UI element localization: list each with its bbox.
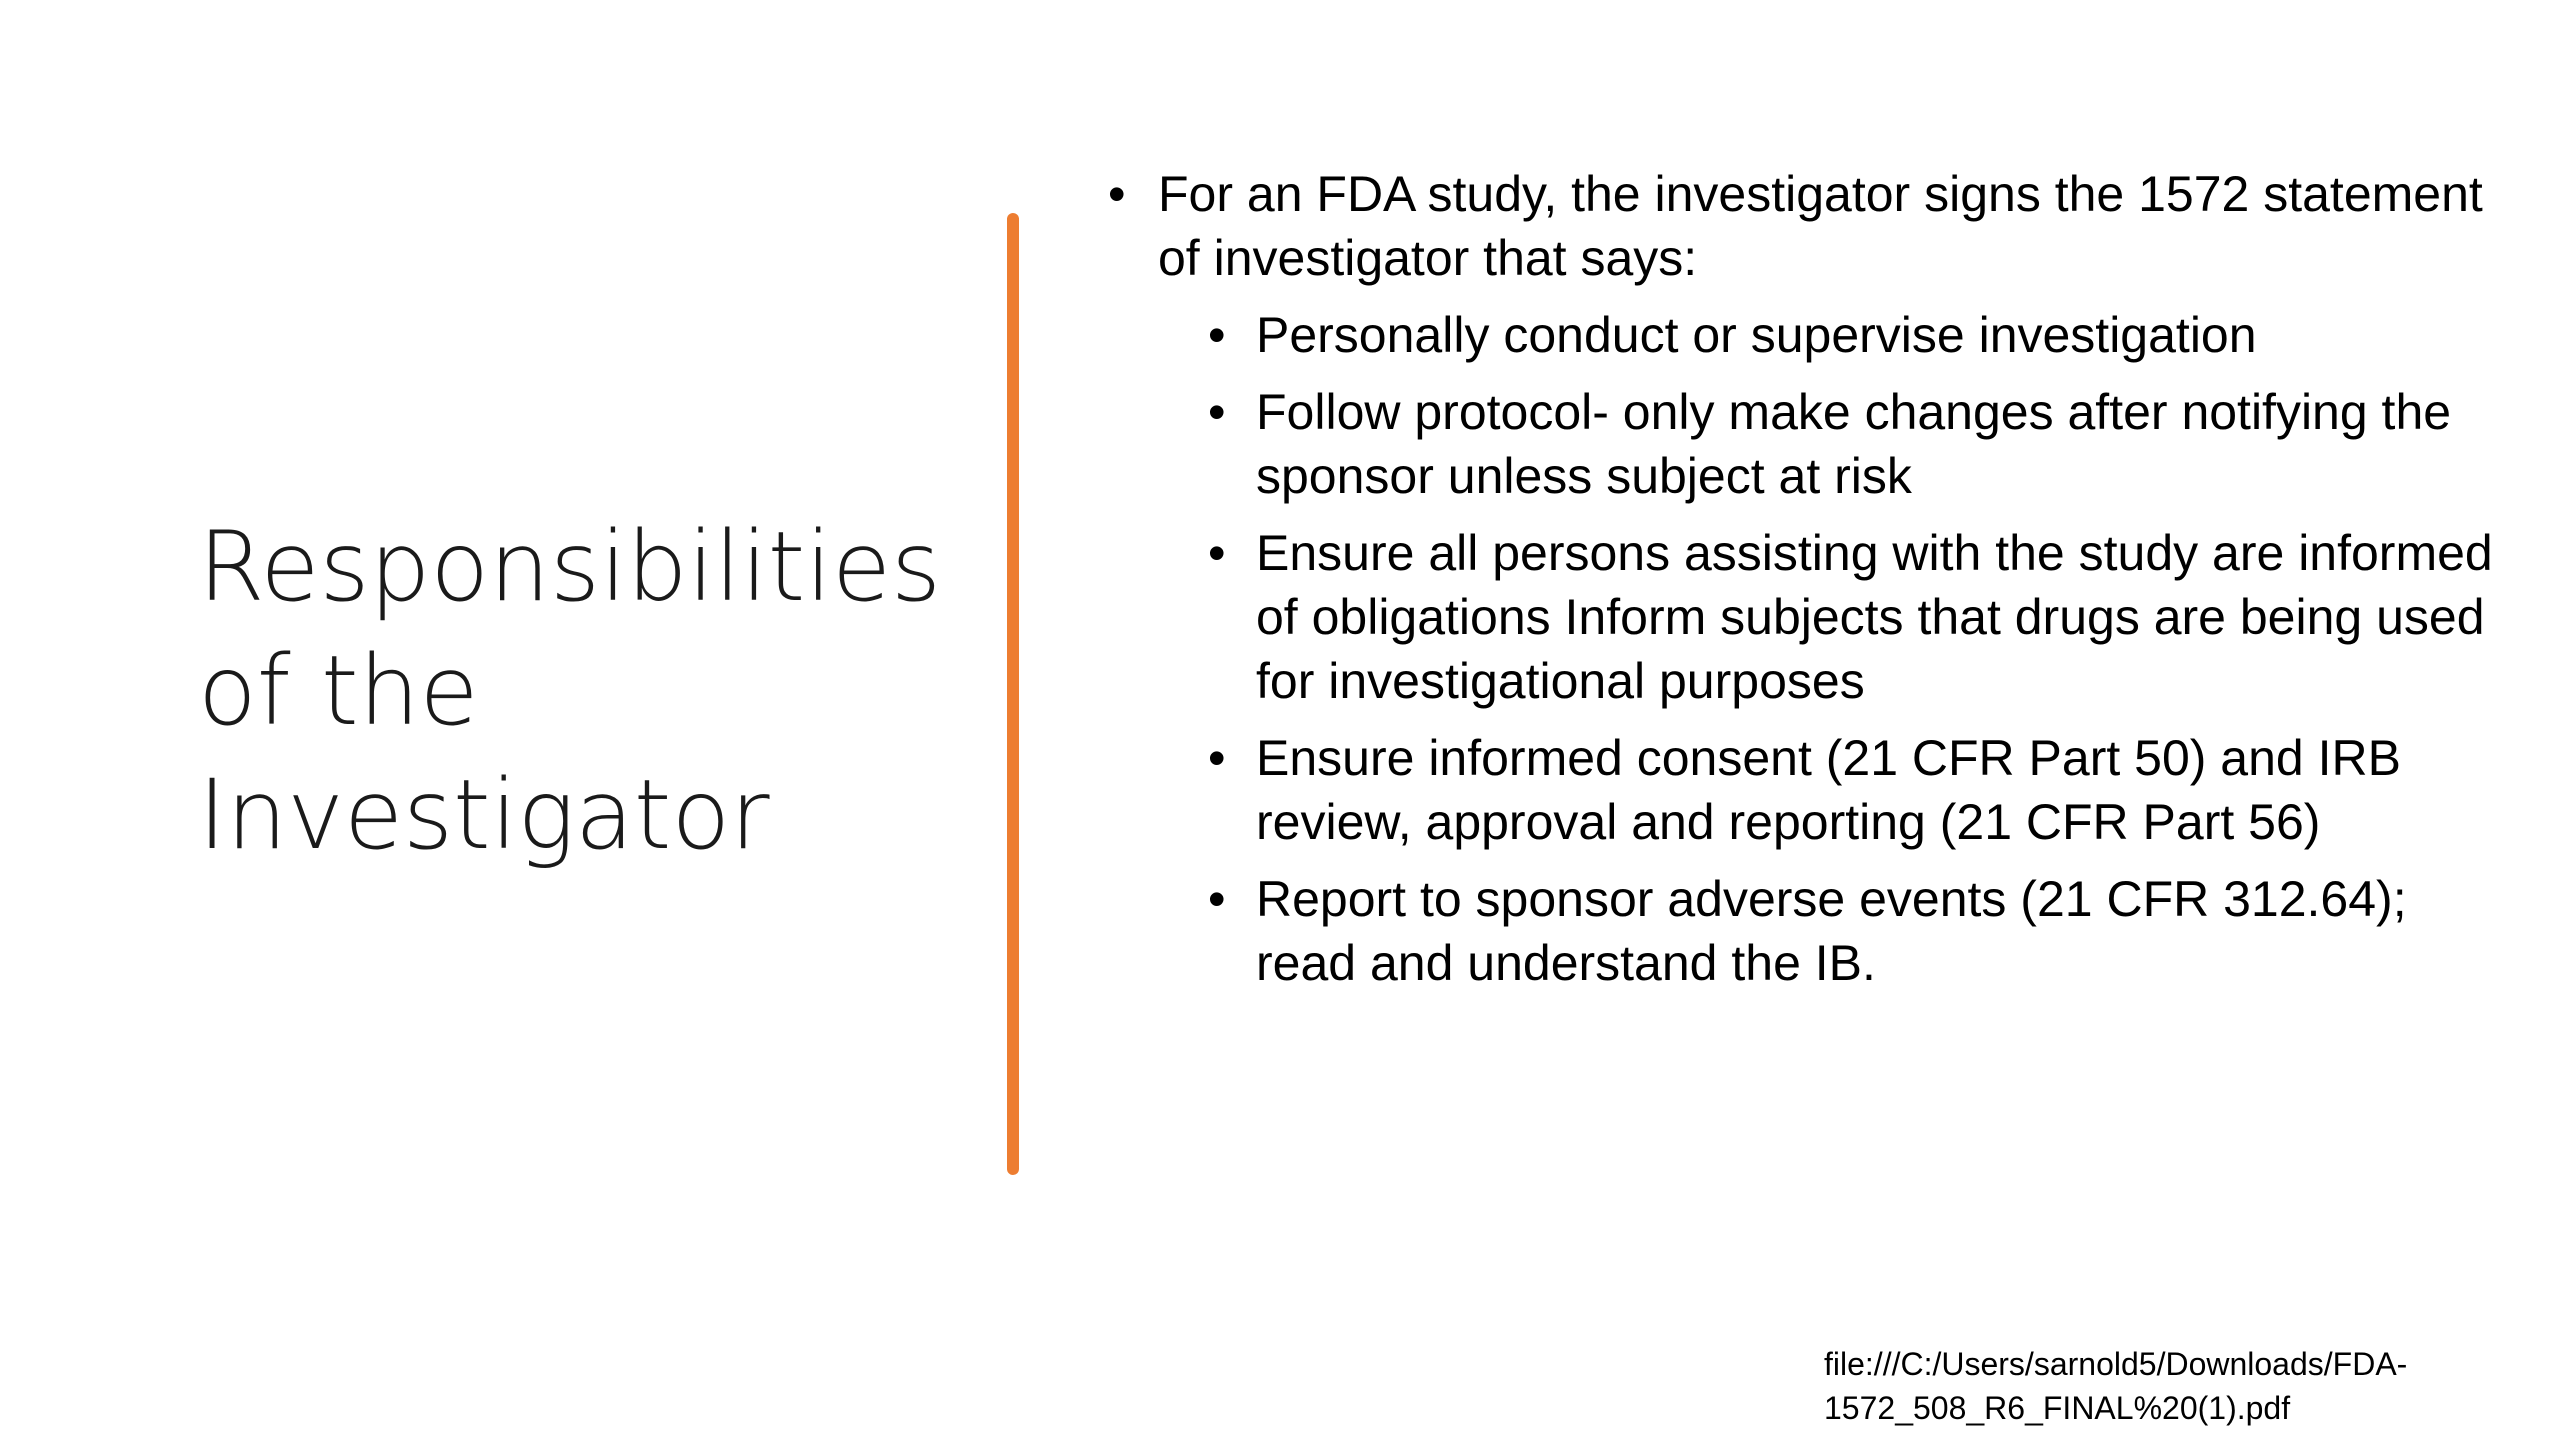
bullet-item-main — [1100, 162, 2500, 995]
sub-bullet-item — [1198, 726, 2500, 854]
bullet-icon: • — [1208, 384, 1226, 440]
sub-bullet-text: Report to sponsor adverse events (21 CFR 312.64); read and understand the IB. — [1256, 871, 2407, 991]
sub-bullet-item — [1198, 303, 2500, 367]
bullet-icon: • — [1108, 166, 1126, 222]
bullet-icon: • — [1208, 871, 1226, 927]
sub-bullet-text: Ensure all persons assisting with the study are informed of obligations Inform subjects that drugs are being used for investigational purposes — [1256, 525, 2493, 709]
slide-title-line: Investigator — [198, 759, 770, 871]
bullet-icon: • — [1208, 525, 1226, 581]
bullet-icon: • — [1208, 730, 1226, 786]
slide-title-line: of the — [198, 635, 479, 747]
sub-bullet-item — [1198, 521, 2500, 713]
bullet-icon: • — [1208, 307, 1226, 363]
accent-divider — [1007, 213, 1019, 1175]
bullet-list — [1100, 162, 2500, 995]
bullet-text: For an FDA study, the investigator signs the 1572 statement of investigator that says: — [1158, 166, 2483, 286]
sub-bullet-list — [1198, 303, 2500, 995]
slide-title — [198, 505, 978, 877]
sub-bullet-item — [1198, 380, 2500, 508]
slide-body — [1100, 162, 2500, 1008]
slide-title-line: Responsibilities — [198, 511, 942, 623]
source-link-line: file:///C:/Users/sarnold5/Downloads/FDA- — [1824, 1346, 2408, 1382]
sub-bullet-item — [1198, 867, 2500, 995]
sub-bullet-text: Ensure informed consent (21 CFR Part 50) and IRB review, approval and reporting (21 CFR Part 56) — [1256, 730, 2401, 850]
source-link[interactable] — [1824, 1342, 2524, 1430]
sub-bullet-text: Personally conduct or supervise investigation — [1256, 307, 2257, 363]
source-link-line: 1572_508_R6_FINAL%20(1).pdf — [1824, 1390, 2291, 1426]
sub-bullet-text: Follow protocol- only make changes after notifying the sponsor unless subject at risk — [1256, 384, 2452, 504]
